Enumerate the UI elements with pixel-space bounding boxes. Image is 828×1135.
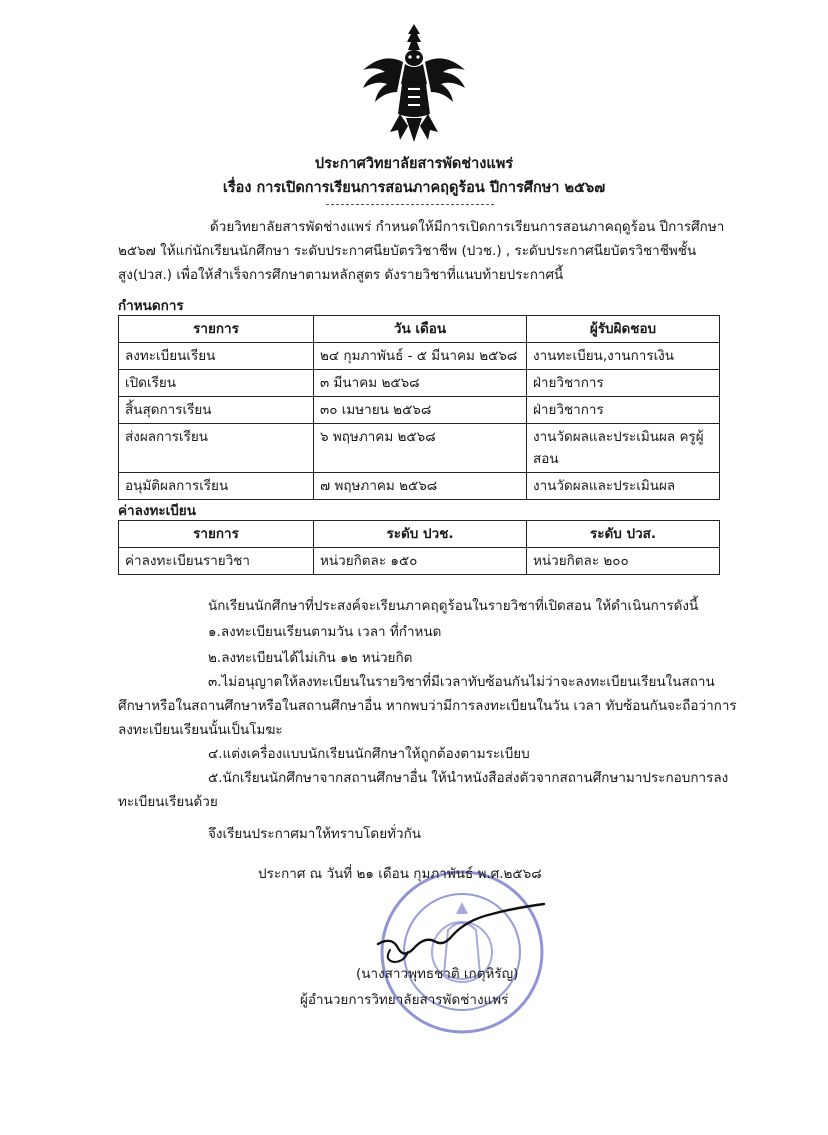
table-cell: ๓ มีนาคม ๒๕๖๘ — [314, 370, 527, 397]
table-row — [119, 343, 720, 370]
announcement-date: ประกาศ ณ วันที่ ๒๑ เดือน กุมภาพันธ์ พ.ศ.๒๕๖๘ — [258, 866, 542, 882]
table-header-row — [119, 316, 720, 343]
document-subject: เรื่อง การเปิดการเรียนการสอนภาคฤดูร้อน ปีการศึกษา ๒๕๖๗ — [222, 180, 606, 196]
table-row — [119, 548, 720, 575]
title-divider — [326, 204, 494, 205]
table-row — [119, 424, 720, 473]
signature-mark — [370, 900, 550, 970]
garuda-emblem-icon — [358, 22, 470, 144]
table-cell: ๓๐ เมษายน ๒๕๖๘ — [314, 397, 527, 424]
closing-statement: จึงเรียนประกาศมาให้ทราบโดยทั่วกัน — [208, 826, 421, 842]
fees-label: ค่าลงทะเบียน — [118, 503, 196, 519]
table-row — [119, 473, 720, 500]
instruction-item-4: ๔.แต่งเครื่องแบบนักเรียนนักศึกษาให้ถูกต้องตามระเบียบ — [208, 746, 530, 762]
table-cell: ลงทะเบียนเรียน — [119, 343, 314, 370]
instruction-item-2: ๒.ลงทะเบียนได้ไม่เกิน ๑๒ หน่วยกิต — [208, 650, 413, 666]
schedule-header-responsible: ผู้รับผิดชอบ — [527, 316, 720, 343]
table-cell: งานทะเบียน,งานการเงิน — [527, 343, 720, 370]
table-cell: งานวัดผลและประเมินผล ครูผู้สอน — [527, 424, 720, 473]
table-row — [119, 370, 720, 397]
signer-name: (นางสาวพุทธชาติ เกตุหิรัญ) — [356, 966, 519, 982]
schedule-header-item: รายการ — [119, 316, 314, 343]
instructions-intro: นักเรียนนักศึกษาที่ประสงค์จะเรียนภาคฤดูร้อนในรายวิชาที่เปิดสอน ให้ดำเนินการดังนี้ — [208, 598, 699, 614]
schedule-table — [118, 315, 720, 500]
table-cell: หน่วยกิตละ ๒๐๐ — [527, 548, 720, 575]
instruction-item-5: ๕.นักเรียนนักศึกษาจากสถานศึกษาอื่น ให้นำหนังสือส่งตัวจากสถานศึกษามาประกอบการลงทะเบียนเรียนด้วย — [118, 770, 729, 810]
table-cell: อนุมัติผลการเรียน — [119, 473, 314, 500]
table-row — [119, 397, 720, 424]
table-cell: หน่วยกิตละ ๑๕๐ — [314, 548, 527, 575]
table-cell: ส่งผลการเรียน — [119, 424, 314, 473]
fees-header-vocational: ระดับ ปวช. — [314, 521, 527, 548]
instruction-item-3: ๓.ไม่อนุญาตให้ลงทะเบียนในรายวิชาที่มีเวลาทับซ้อนกันไม่ว่าจะลงทะเบียนเรียนในสถานศึกษาหรือในสถานศึกษาหรือในสถานศึกษาอื่น หากพบว่ามีการลงทะเบียนในวัน เวลา ทับซ้อนกันจะถือว่าการลงทะเบียนเรียนนั้นเป็นโมฆะ — [118, 674, 737, 738]
fees-header-high-vocational: ระดับ ปวส. — [527, 521, 720, 548]
table-cell: ๗ พฤษภาคม ๒๕๖๘ — [314, 473, 527, 500]
document-title: ประกาศวิทยาลัยสารพัดช่างแพร่ — [314, 156, 514, 172]
table-cell: ฝ่ายวิชาการ — [527, 370, 720, 397]
table-cell: งานวัดผลและประเมินผล — [527, 473, 720, 500]
table-cell: ฝ่ายวิชาการ — [527, 397, 720, 424]
table-cell: ค่าลงทะเบียนรายวิชา — [119, 548, 314, 575]
schedule-header-date: วัน เดือน — [314, 316, 527, 343]
signer-position: ผู้อำนวยการวิทยาลัยสารพัดช่างแพร่ — [300, 992, 509, 1008]
fees-header-item: รายการ — [119, 521, 314, 548]
table-cell: ๖ พฤษภาคม ๒๕๖๘ — [314, 424, 527, 473]
table-cell: เปิดเรียน — [119, 370, 314, 397]
fees-table — [118, 520, 720, 575]
table-cell: ๒๔ กุมภาพันธ์ - ๕ มีนาคม ๒๕๖๘ — [314, 343, 527, 370]
table-header-row — [119, 521, 720, 548]
table-cell: สิ้นสุดการเรียน — [119, 397, 314, 424]
schedule-label: กำหนดการ — [118, 298, 184, 314]
instruction-item-1: ๑.ลงทะเบียนเรียนตามวัน เวลา ที่กำหนด — [208, 624, 442, 640]
intro-paragraph: ด้วยวิทยาลัยสารพัดช่างแพร่ กำหนดให้มีการเปิดการเรียนการสอนภาคฤดูร้อน ปีการศึกษา ๒๕๖๗ ให้แก่นักเรียนนักศึกษา ระดับประกาศนียบัตรวิชาชีพ (ปวช.) , ระดับประกาศนียบัตรวิชาชีพชั้นสูง(ปวส.) เพื่อให้สำเร็จการศึกษาตามหลักสูตร ดังรายวิชาที่แนบท้ายประกาศนี้ — [118, 219, 725, 283]
